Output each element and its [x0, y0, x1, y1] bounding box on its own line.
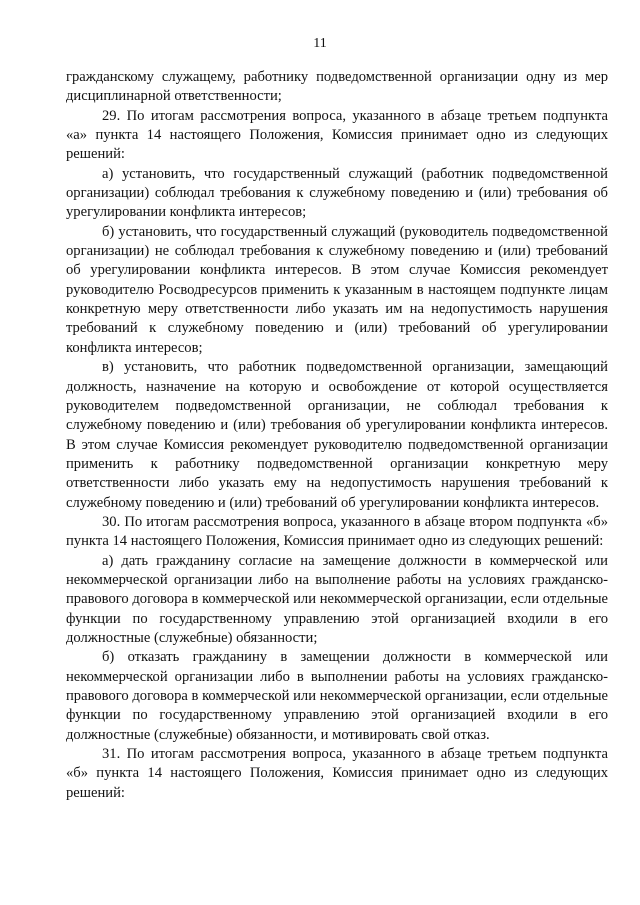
paragraph-item-31: 31. По итогам рассмотрения вопроса, указанного в абзаце третьем подпункта «б» пункта 14 настоящего Положения, Комиссия принимает одно из следующих решений:: [66, 746, 608, 801]
paragraph-continuation: гражданскому служащему, работнику подведомственной организации одну из мер дисциплинарной ответственности;: [66, 69, 608, 105]
paragraph-item-30: 30. По итогам рассмотрения вопроса, указанного в абзаце втором подпункта «б» пункта 14 настоящего Положения, Комиссия принимает одно из следующих решений:: [66, 513, 608, 550]
paragraph-item-29: 29. По итогам рассмотрения вопроса, указанного в абзаце третьем подпункта «а» пункта 14 настоящего Положения, Комиссия принимает одно из следующих решений:: [66, 107, 608, 163]
paragraph-30-a: а) дать гражданину согласие на замещение должности в коммерческой или некоммерческой организации либо на выполнение работы на условиях гражданско-правового договора в коммерческой или некоммерческой организации, если отдельные функции по государственному управлению этой организацией входили в его должностные (служебные) обязанности;: [66, 552, 608, 646]
document-body: [66, 68, 608, 803]
paragraph-30-b: б) отказать гражданину в замещении должности в коммерческой или некоммерческой организации либо в выполнении работы на условиях гражданско-правового договора в коммерческой или некоммерческой организации, если отдельные функции по государственному управлению этой организацией входили в его должностные (служебные) обязанности, и мотивировать свой отказ.: [66, 649, 608, 743]
paragraph-29-v: в) установить, что работник подведомственной организации, замещающий должность, назначение на которую и освобождение от которой осуществляется руководителем подведомственной организации, не соблюдал требования к служебному поведению и (или) требования об урегулировании конфликта интересов. В этом случае Комиссия рекомендует руководителю подведомственной организации применить к работнику подведомственной организации конкретную меру ответственности либо указать ему на недопустимость нарушения требований к служебному поведению и (или) требований об урегулировании конфликта интересов.: [66, 359, 608, 511]
paragraph-29-b: б) установить, что государственный служащий (руководитель подведомственной организации) не соблюдал требования к служебному поведению и (или) требований об урегулировании конфликта интересов. В этом случае Комиссия рекомендует руководителю Росводресурсов применить к указанным в настоящем подпункте лицам конкретную меру ответственности либо указать им на недопустимость нарушения требований к служебному поведению и (или) требований об урегулировании конфликта интересов;: [66, 223, 608, 356]
paragraph-29-a: а) установить, что государственный служащий (работник подведомственной организации) соблюдал требования к служебному поведению и (или) требования об урегулировании конфликта интересов;: [66, 165, 608, 221]
page-number: 11: [313, 36, 327, 51]
